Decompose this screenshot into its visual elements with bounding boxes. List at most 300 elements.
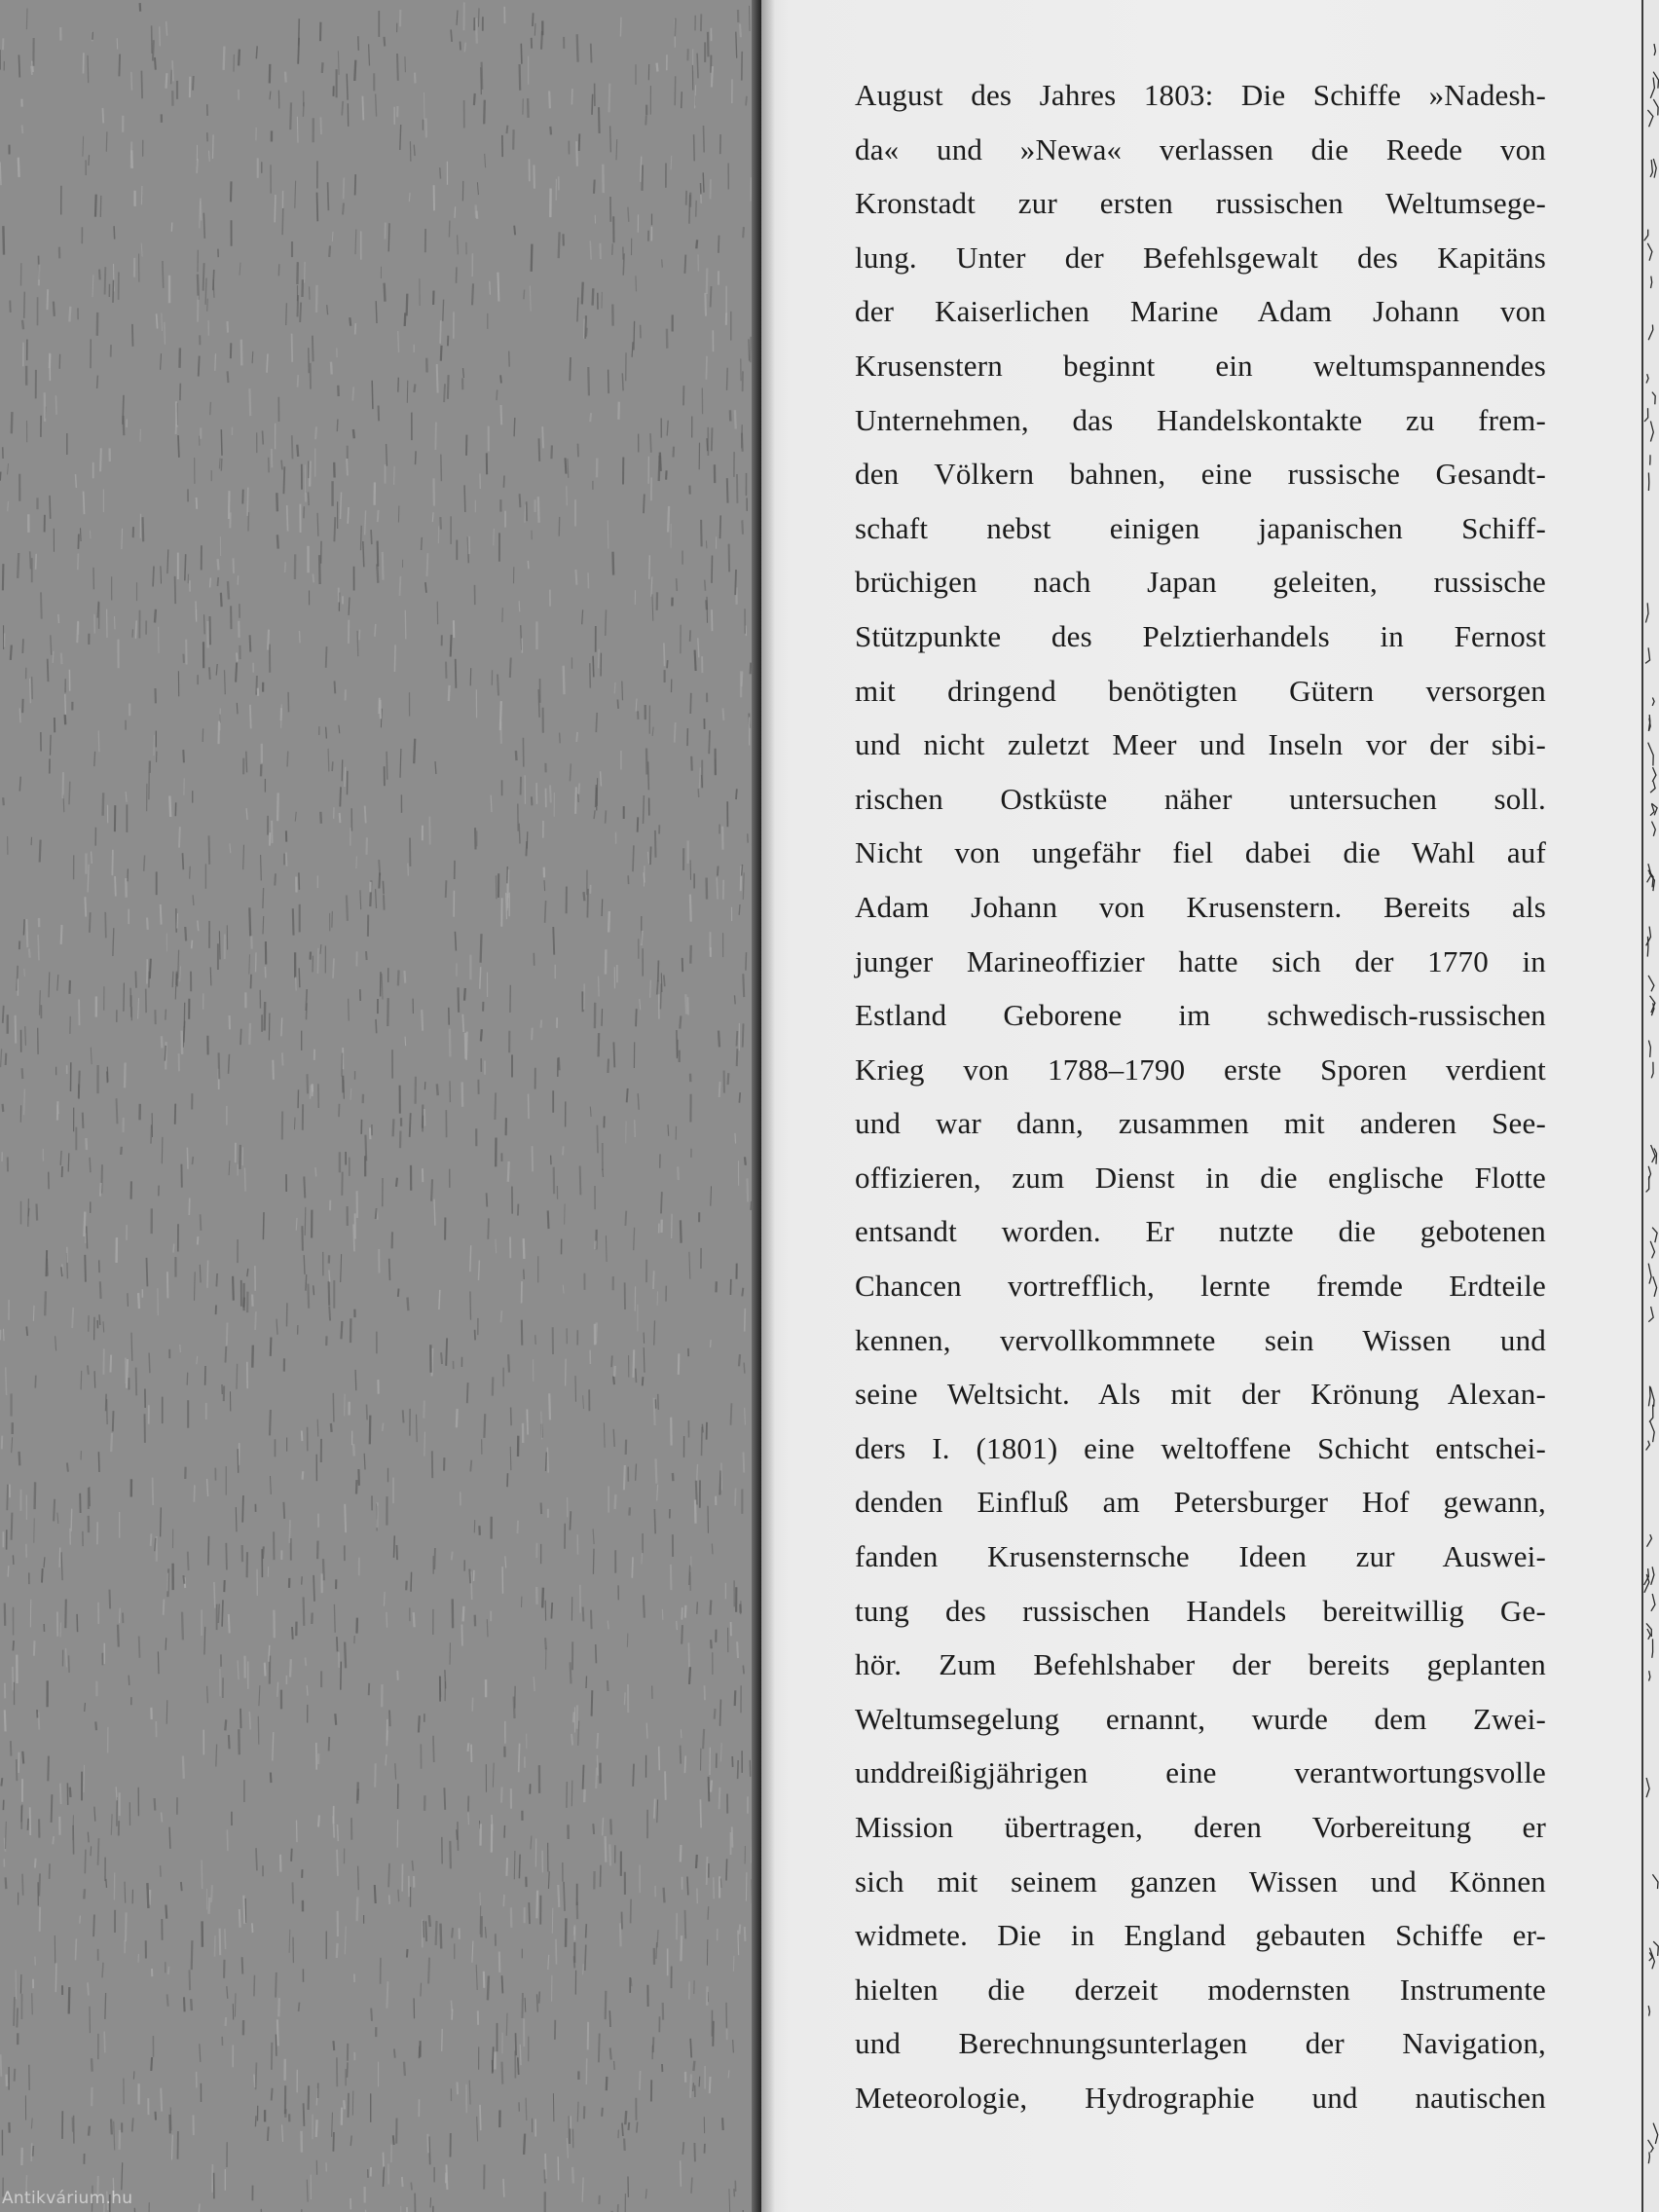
endpaper-streak (665, 1771, 666, 1799)
endpaper-streak (620, 1923, 621, 1946)
endpaper-streak (94, 1807, 95, 1822)
endpaper-streak (97, 376, 98, 388)
endpaper-streak (25, 1026, 26, 1046)
endpaper-streak (696, 201, 697, 217)
endpaper-streak (435, 423, 436, 451)
endpaper-streak (590, 1107, 591, 1117)
endpaper-streak (84, 1889, 85, 1899)
endpaper-streak (91, 1846, 92, 1856)
endpaper-streak (657, 1799, 658, 1823)
endpaper-streak (410, 1113, 411, 1137)
endpaper-streak (203, 263, 204, 291)
endpaper-streak (353, 1444, 354, 1456)
endpaper-streak (332, 761, 333, 771)
endpaper-streak (533, 1146, 534, 1171)
endpaper-streak (99, 1314, 100, 1325)
endpaper-streak (528, 98, 529, 118)
endpaper-streak (365, 806, 366, 824)
endpaper-streak (3, 564, 4, 590)
endpaper-streak (256, 676, 257, 695)
endpaper-streak (603, 1818, 604, 1835)
endpaper-streak (576, 732, 577, 742)
endpaper-streak (597, 1733, 598, 1749)
endpaper-streak (740, 24, 741, 38)
endpaper-streak (746, 952, 747, 971)
endpaper-streak (345, 1642, 346, 1669)
endpaper-streak (441, 1352, 442, 1364)
endpaper-streak (310, 461, 311, 487)
endpaper-streak (11, 1741, 12, 1756)
endpaper-streak (173, 1244, 174, 1253)
endpaper-streak (698, 638, 699, 657)
endpaper-streak (645, 116, 646, 126)
endpaper-streak (113, 1411, 114, 1431)
endpaper-streak (563, 1146, 564, 1155)
endpaper-streak (81, 1371, 82, 1389)
endpaper-streak (407, 294, 408, 316)
map-mark (1644, 1568, 1649, 1585)
endpaper-streak (103, 1321, 104, 1332)
endpaper-streak (627, 1088, 628, 1102)
endpaper-streak (313, 1575, 314, 1602)
endpaper-streak (457, 11, 458, 25)
endpaper-streak (252, 351, 253, 363)
endpaper-streak (532, 796, 533, 805)
endpaper-streak (19, 708, 20, 722)
endpaper-streak (289, 1930, 290, 1953)
endpaper-streak (50, 353, 51, 368)
endpaper-streak (717, 877, 718, 899)
endpaper-streak (71, 1509, 72, 1531)
endpaper-streak (674, 447, 675, 458)
endpaper-streak (703, 1729, 704, 1749)
endpaper-streak (161, 353, 162, 370)
endpaper-streak (84, 1765, 85, 1792)
endpaper-streak (583, 1765, 584, 1789)
endpaper-streak (16, 1970, 17, 1999)
endpaper-streak (333, 1393, 334, 1422)
endpaper-streak (644, 1333, 645, 1344)
endpaper-streak (644, 495, 645, 514)
endpaper-streak (480, 2105, 481, 2130)
map-mark (1650, 782, 1655, 793)
endpaper-streak (477, 182, 478, 195)
endpaper-streak (684, 255, 685, 274)
endpaper-streak (359, 630, 360, 641)
endpaper-streak (100, 196, 101, 217)
endpaper-streak (298, 375, 299, 387)
endpaper-streak (592, 1690, 593, 1716)
endpaper-streak (93, 1915, 94, 1937)
endpaper-streak (161, 1865, 162, 1877)
endpaper-streak (712, 609, 713, 631)
text-line: Nicht von ungefähr fiel dabei die Wahl auf (855, 835, 1546, 870)
endpaper-streak (580, 1166, 581, 1196)
endpaper-streak (551, 1603, 552, 1619)
folded-map-edge (1641, 0, 1659, 2212)
endpaper-streak (201, 199, 202, 221)
endpaper-streak (398, 331, 399, 352)
endpaper-streak (344, 1080, 345, 1099)
map-mark (1650, 1241, 1654, 1259)
endpaper-streak (344, 178, 345, 200)
endpaper-streak (743, 1666, 744, 1675)
endpaper-streak (28, 1819, 29, 1830)
endpaper-streak (410, 141, 411, 162)
endpaper-streak (545, 901, 546, 923)
endpaper-streak (106, 1394, 107, 1412)
endpaper-streak (510, 658, 511, 679)
endpaper-streak (607, 2077, 608, 2090)
endpaper-streak (322, 62, 323, 73)
endpaper-streak (375, 1763, 376, 1787)
endpaper-streak (50, 496, 51, 519)
endpaper-streak (166, 73, 167, 89)
endpaper-streak (583, 1964, 584, 1974)
endpaper-streak (599, 2034, 600, 2063)
endpaper-streak (606, 810, 607, 823)
endpaper-streak (12, 412, 13, 433)
endpaper-streak (161, 904, 162, 925)
endpaper-streak (8, 501, 9, 511)
endpaper-streak (175, 1104, 176, 1124)
endpaper-streak (446, 662, 447, 679)
endpaper-streak (727, 368, 728, 390)
endpaper-streak (677, 1621, 678, 1630)
endpaper-streak (13, 1641, 14, 1650)
endpaper-streak (705, 1685, 706, 1700)
endpaper-streak (246, 808, 247, 820)
endpaper-streak (135, 972, 136, 988)
endpaper-streak (622, 373, 623, 390)
endpaper-streak (506, 1858, 507, 1876)
endpaper-streak (155, 609, 156, 623)
endpaper-streak (385, 37, 386, 47)
endpaper-streak (233, 1276, 234, 1301)
endpaper-streak (229, 1161, 230, 1175)
endpaper-streak (690, 630, 691, 642)
endpaper-streak (282, 208, 283, 235)
endpaper-streak (480, 1893, 481, 1906)
endpaper-streak (586, 1677, 587, 1689)
endpaper-pattern (0, 0, 759, 2212)
endpaper-streak (507, 1473, 508, 1487)
endpaper-streak (329, 1271, 330, 1282)
endpaper-streak (609, 84, 610, 113)
endpaper-streak (706, 356, 707, 380)
endpaper-streak (221, 429, 222, 456)
endpaper-streak (47, 1250, 48, 1276)
endpaper-streak (539, 438, 540, 461)
endpaper-streak (305, 1207, 306, 1235)
endpaper-streak (12, 1513, 13, 1540)
endpaper-streak (54, 302, 55, 316)
endpaper-streak (593, 1529, 594, 1544)
endpaper-streak (538, 689, 539, 718)
endpaper-streak (624, 1465, 625, 1490)
endpaper-streak (106, 131, 107, 151)
endpaper-streak (457, 1409, 458, 1427)
endpaper-streak (377, 564, 378, 582)
endpaper-streak (388, 1863, 389, 1887)
endpaper-streak (88, 1982, 89, 1995)
endpaper-streak (511, 1408, 512, 1426)
endpaper-streak (526, 2098, 527, 2120)
endpaper-streak (340, 787, 341, 806)
text-line: und Berechnungsunterlagen der Navigation, (855, 2026, 1546, 2061)
endpaper-streak (548, 1955, 549, 1970)
endpaper-streak (270, 92, 271, 100)
endpaper-streak (644, 872, 645, 882)
endpaper-streak (106, 1879, 107, 1888)
endpaper-streak (436, 1921, 437, 1945)
endpaper-streak (182, 1612, 183, 1641)
endpaper-streak (126, 1912, 127, 1941)
endpaper-streak (656, 1942, 657, 1959)
endpaper-streak (345, 1394, 346, 1417)
endpaper-streak (617, 2204, 618, 2212)
watermark: Antikvárium.hu (2, 2189, 133, 2208)
endpaper-streak (427, 2134, 428, 2154)
endpaper-streak (243, 1896, 244, 1924)
endpaper-streak (711, 1340, 712, 1347)
endpaper-streak (678, 1166, 679, 1180)
endpaper-streak (329, 1737, 330, 1751)
endpaper-streak (3, 1006, 4, 1023)
endpaper-streak (668, 1124, 669, 1136)
endpaper-streak (120, 2130, 121, 2150)
endpaper-streak (198, 1236, 199, 1245)
endpaper-streak (35, 1482, 36, 1509)
endpaper-streak (41, 592, 42, 618)
endpaper-streak (180, 966, 181, 981)
endpaper-streak (250, 635, 251, 651)
endpaper-streak (183, 1575, 184, 1584)
endpaper-streak (164, 1600, 165, 1615)
endpaper-streak (541, 1020, 542, 1028)
endpaper-streak (154, 735, 155, 756)
endpaper-streak (88, 1365, 89, 1374)
endpaper-streak (624, 1692, 625, 1705)
endpaper-streak (263, 1212, 264, 1239)
endpaper-streak (542, 1588, 543, 1608)
endpaper-streak (237, 1364, 238, 1389)
endpaper-streak (470, 1460, 471, 1472)
endpaper-streak (255, 1311, 256, 1330)
endpaper-streak (61, 653, 62, 665)
endpaper-streak (32, 677, 33, 699)
endpaper-streak (643, 166, 644, 191)
endpaper-streak (100, 448, 101, 471)
endpaper-streak (404, 2062, 405, 2076)
endpaper-streak (414, 1612, 415, 1627)
endpaper-streak (179, 827, 180, 847)
endpaper-streak (572, 2167, 573, 2184)
endpaper-streak (92, 275, 93, 297)
endpaper-streak (318, 1815, 319, 1826)
endpaper-streak (355, 174, 356, 195)
endpaper-streak (593, 288, 594, 306)
endpaper-streak (12, 1437, 13, 1453)
endpaper-streak (493, 1377, 494, 1395)
endpaper-streak (210, 577, 211, 587)
endpaper-streak (3, 1104, 4, 1112)
endpaper-streak (297, 1821, 298, 1843)
endpaper-streak (114, 2121, 115, 2151)
endpaper-streak (564, 1882, 565, 1911)
endpaper-streak (407, 1949, 408, 1958)
endpaper-streak (209, 835, 210, 864)
endpaper-streak (111, 1433, 112, 1452)
endpaper-streak (408, 1298, 409, 1311)
text-line: ders I. (1801) eine weltoffene Schicht entschei- (855, 1430, 1546, 1465)
endpaper-streak (393, 1119, 394, 1136)
endpaper-streak (715, 1709, 716, 1719)
endpaper-streak (256, 952, 257, 972)
endpaper-streak (570, 763, 571, 781)
endpaper-streak (450, 1029, 451, 1057)
endpaper-streak (519, 601, 520, 611)
endpaper-streak (308, 1074, 309, 1093)
endpaper-streak (68, 1153, 69, 1171)
endpaper-streak (585, 1945, 586, 1972)
endpaper-streak (205, 278, 206, 305)
endpaper-streak (628, 207, 629, 222)
body-text (855, 68, 1546, 2125)
endpaper-streak (681, 1729, 682, 1738)
endpaper-streak (287, 505, 288, 532)
text-line: fanden Krusensternsche Ideen zur Auswei- (855, 1539, 1546, 1574)
endpaper-streak (30, 679, 31, 703)
endpaper-streak (613, 1376, 614, 1384)
endpaper-streak (268, 2126, 269, 2141)
text-line: den Völkern bahnen, eine russische Gesandt- (855, 457, 1546, 492)
endpaper-streak (141, 243, 142, 257)
endpaper-streak (679, 1353, 680, 1375)
endpaper-streak (464, 43, 465, 53)
endpaper-streak (508, 1161, 509, 1182)
endpaper-streak (378, 541, 379, 567)
endpaper-streak (591, 44, 592, 63)
endpaper-streak (646, 1723, 647, 1739)
endpaper-streak (83, 1113, 84, 1128)
endpaper-streak (169, 1827, 170, 1849)
endpaper-streak (731, 1403, 732, 1425)
endpaper-streak (578, 1721, 579, 1746)
endpaper-streak (382, 974, 383, 1000)
endpaper-streak (172, 60, 173, 81)
endpaper-streak (609, 2010, 610, 2027)
endpaper-streak (596, 1322, 597, 1344)
endpaper-streak (152, 25, 153, 54)
endpaper-streak (161, 1507, 162, 1536)
endpaper-streak (45, 1291, 46, 1315)
endpaper-streak (549, 1393, 550, 1419)
endpaper-streak (596, 1644, 597, 1663)
endpaper-streak (240, 1029, 241, 1046)
endpaper-streak (629, 2122, 630, 2130)
endpaper-streak (407, 381, 408, 403)
endpaper-streak (650, 433, 651, 453)
endpaper-streak (490, 281, 491, 295)
endpaper-streak (229, 1735, 230, 1749)
endpaper-streak (369, 1683, 370, 1695)
text-line: hör. Zum Befehlshaber der bereits geplanten (855, 1647, 1546, 1682)
endpaper-streak (24, 1089, 25, 1116)
endpaper-streak (182, 1031, 183, 1054)
endpaper-streak (69, 1987, 70, 2014)
endpaper-streak (588, 367, 589, 395)
endpaper-streak (524, 290, 525, 300)
endpaper-streak (302, 1226, 303, 1250)
endpaper-streak (69, 782, 70, 805)
endpaper-streak (602, 1009, 603, 1026)
endpaper-streak (88, 865, 89, 893)
endpaper-streak (441, 346, 442, 361)
endpaper-streak (710, 2077, 711, 2093)
endpaper-streak (667, 421, 668, 436)
endpaper-streak (419, 1715, 420, 1732)
endpaper-streak (682, 2142, 683, 2155)
endpaper-streak (210, 616, 211, 645)
endpaper-streak (742, 1288, 743, 1297)
endpaper-streak (681, 1220, 682, 1242)
endpaper-streak (487, 1193, 488, 1206)
endpaper-streak (193, 895, 194, 905)
endpaper-streak (76, 474, 77, 488)
endpaper-streak (167, 1573, 168, 1592)
endpaper-streak (190, 866, 191, 879)
map-mark (1654, 44, 1655, 55)
endpaper-streak (668, 506, 669, 533)
endpaper-streak (61, 1552, 62, 1580)
endpaper-streak (632, 1557, 633, 1578)
endpaper-streak (350, 1088, 351, 1100)
endpaper-streak (602, 2108, 603, 2117)
endpaper-streak (514, 418, 515, 436)
endpaper-streak (743, 872, 744, 900)
endpaper-streak (249, 907, 250, 936)
endpaper-streak (315, 1167, 316, 1176)
endpaper-streak (506, 2013, 507, 2036)
endpaper-streak (216, 1745, 217, 1767)
endpaper-streak (593, 1549, 594, 1574)
map-mark (1647, 243, 1652, 261)
endpaper-streak (299, 2003, 300, 2011)
endpaper-streak (735, 1489, 736, 1506)
endpaper-streak (729, 544, 730, 572)
endpaper-streak (5, 1710, 6, 1731)
endpaper-streak (30, 1600, 31, 1628)
endpaper-streak (192, 1940, 193, 1970)
endpaper-streak (585, 315, 586, 339)
endpaper-streak (455, 206, 456, 218)
endpaper-streak (126, 792, 127, 802)
endpaper-streak (208, 1536, 209, 1566)
endpaper-streak (290, 1659, 291, 1677)
endpaper-streak (105, 267, 106, 294)
endpaper-streak (291, 1849, 292, 1862)
endpaper-streak (482, 62, 483, 90)
endpaper-streak (296, 1218, 297, 1231)
endpaper-streak (660, 983, 661, 1009)
endpaper-streak (302, 1431, 303, 1442)
endpaper-streak (564, 666, 565, 695)
endpaper-streak (292, 1627, 293, 1640)
endpaper-streak (141, 71, 142, 99)
endpaper-streak (332, 2113, 333, 2137)
endpaper-streak (500, 375, 501, 383)
